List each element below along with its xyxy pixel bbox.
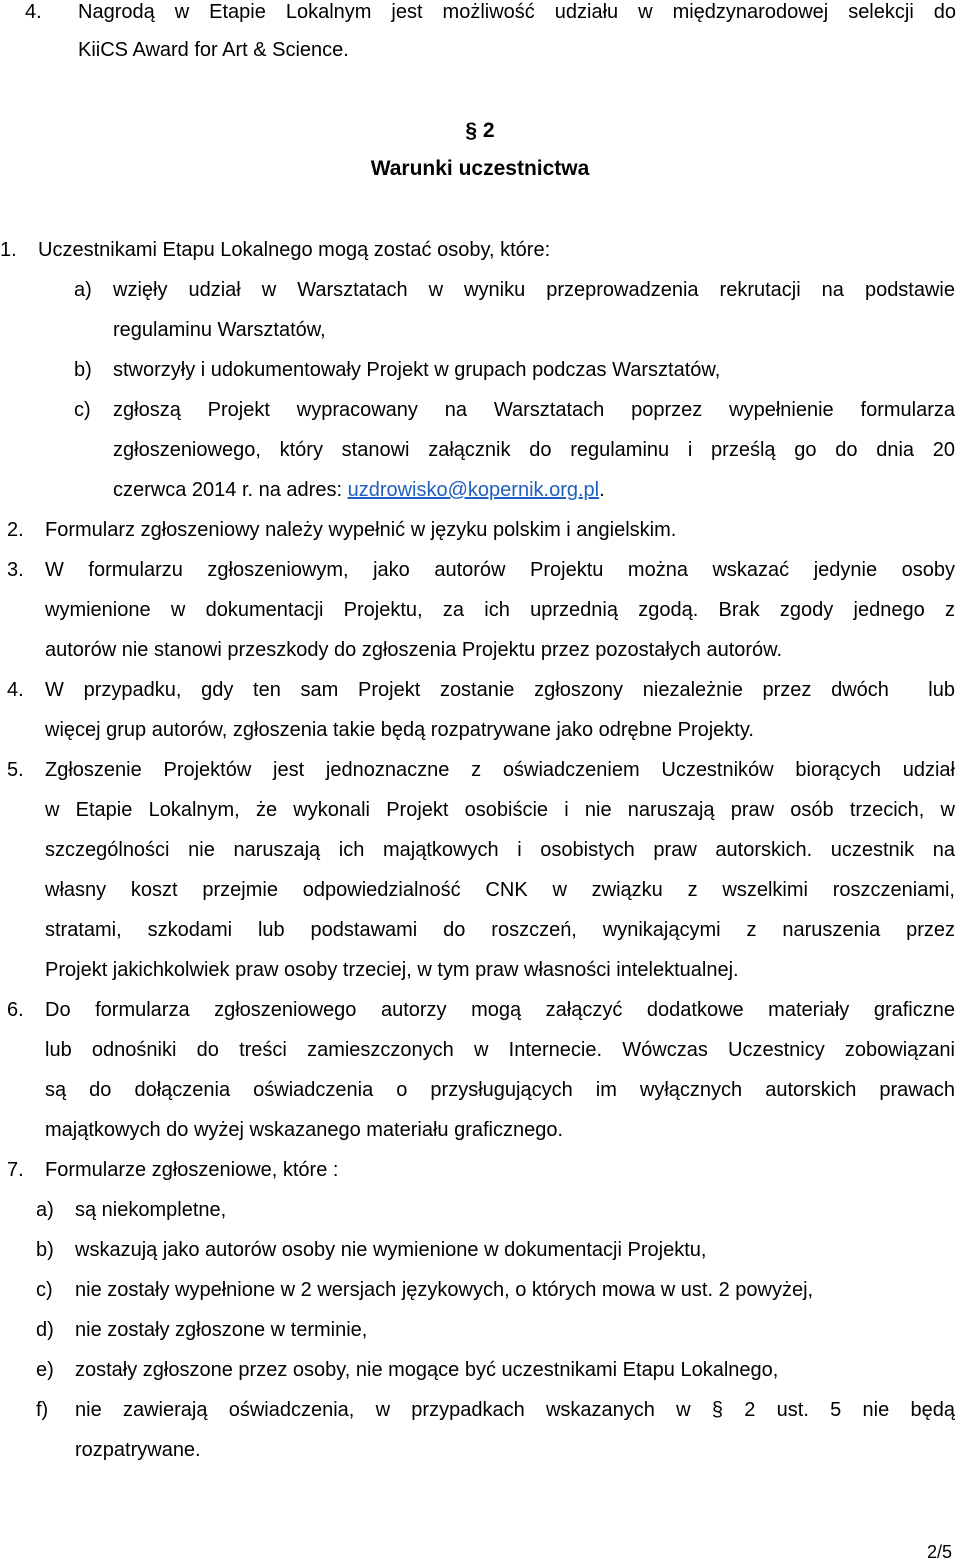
list-item-text: czerwca 2014 r. na adres: bbox=[113, 479, 348, 501]
list-item-line: rozpatrywane. bbox=[75, 1439, 201, 1461]
paragraph-line: Uczestnikami Etapu Lokalnego mogą zostać osoby, które: bbox=[38, 239, 551, 261]
list-label: c) bbox=[74, 399, 91, 421]
paragraph-line: lub odnośniki do treści zamieszczonych w Internecie. Wówczas Uczestnicy zobowiązani bbox=[45, 1039, 955, 1061]
item-number: 4. bbox=[25, 1, 42, 23]
list-item-line: zgłoszą Projekt wypracowany na Warsztatach poprzez wypełnienie formularza bbox=[113, 399, 955, 421]
paragraph-line: wymienione w dokumentacji Projektu, za ich uprzednią zgodą. Brak zgody jednego z bbox=[45, 599, 955, 621]
paragraph-line: są do dołączenia oświadczenia o przysługujących im wyłącznych autorskich prawach bbox=[45, 1079, 955, 1101]
paragraph-line: szczególności nie naruszają ich majątkowych i osobistych praw autorskich. uczestnik na bbox=[45, 839, 955, 861]
paragraph-line: więcej grup autorów, zgłoszenia takie będą rozpatrywane jako odrębne Projekty. bbox=[45, 719, 754, 741]
list-label: a) bbox=[74, 279, 92, 301]
item-number: 3. bbox=[7, 559, 24, 581]
paragraph-line: KiiCS Award for Art & Science. bbox=[78, 39, 349, 61]
paragraph-line: W formularzu zgłoszeniowym, jako autorów Projektu można wskazać jedynie osoby bbox=[45, 559, 955, 581]
paragraph-line: Formularze zgłoszeniowe, które : bbox=[45, 1159, 339, 1181]
paragraph-line: majątkowych do wyżej wskazanego materiału graficznego. bbox=[45, 1119, 564, 1141]
item-number: 4. bbox=[7, 679, 24, 701]
list-label: a) bbox=[36, 1199, 54, 1221]
list-label: b) bbox=[74, 359, 92, 381]
list-item-line: nie zostały zgłoszone w terminie, bbox=[75, 1319, 368, 1341]
email-link[interactable]: uzdrowisko@kopernik.org.pl bbox=[347, 479, 600, 501]
list-item-line: wskazują jako autorów osoby nie wymienione w dokumentacji Projektu, bbox=[75, 1239, 707, 1261]
list-item-line: nie zostały wypełnione w 2 wersjach językowych, o których mowa w ust. 2 powyżej, bbox=[75, 1279, 814, 1301]
list-item-line: są niekompletne, bbox=[75, 1199, 227, 1221]
list-item-line: regulaminu Warsztatów, bbox=[113, 319, 326, 341]
item-number: 5. bbox=[7, 759, 24, 781]
list-item-line: zgłoszeniowego, który stanowi załącznik do regulaminu i prześlą go do dnia 20 bbox=[113, 439, 955, 461]
page-number: 2/5 bbox=[926, 1542, 952, 1562]
list-item-line: wzięły udział w Warsztatach w wyniku przeprowadzenia rekrutacji na podstawie bbox=[113, 279, 955, 301]
section-title: Warunki uczestnictwa bbox=[370, 157, 590, 180]
paragraph-line: Projekt jakichkolwiek praw osoby trzeciej, w tym praw własności intelektualnej. bbox=[45, 959, 739, 981]
list-label: e) bbox=[36, 1359, 54, 1381]
list-label: c) bbox=[36, 1279, 53, 1301]
paragraph-line: W przypadku, gdy ten sam Projekt zostanie zgłoszony niezależnie przez dwóch lub bbox=[45, 679, 955, 701]
item-number: 7. bbox=[7, 1159, 24, 1181]
paragraph-line: Zgłoszenie Projektów jest jednoznaczne z oświadczeniem Uczestników biorących udział bbox=[45, 759, 955, 781]
paragraph-line: stratami, szkodami lub podstawami do roszczeń, wynikającymi z naruszenia przez bbox=[45, 919, 955, 941]
list-item-line: stworzyły i udokumentowały Projekt w grupach podczas Warsztatów, bbox=[113, 359, 721, 381]
paragraph-line: Formularz zgłoszeniowy należy wypełnić w języku polskim i angielskim. bbox=[45, 519, 677, 541]
list-item-line: zostały zgłoszone przez osoby, nie mogące być uczestnikami Etapu Lokalnego, bbox=[75, 1359, 779, 1381]
item-number: 6. bbox=[7, 999, 24, 1021]
list-item-line bbox=[113, 478, 605, 502]
paragraph-line: Do formularza zgłoszeniowego autorzy mogą załączyć dodatkowe materiały graficzne bbox=[45, 999, 955, 1021]
list-label: f) bbox=[36, 1399, 49, 1421]
section-symbol: § 2 bbox=[465, 119, 495, 142]
list-label: b) bbox=[36, 1239, 54, 1261]
paragraph-line: w Etapie Lokalnym, że wykonali Projekt osobiście i nie naruszają praw osób trzecich, w bbox=[45, 799, 955, 821]
paragraph-line: autorów nie stanowi przeszkody do zgłoszenia Projektu przez pozostałych autorów. bbox=[45, 639, 783, 661]
list-item-line: nie zawierają oświadczenia, w przypadkach wskazanych w § 2 ust. 5 nie będą bbox=[75, 1399, 955, 1421]
paragraph-line: Nagrodą w Etapie Lokalnym jest możliwość udziału w międzynarodowej selekcji do bbox=[78, 1, 956, 23]
list-item-text: . bbox=[599, 479, 605, 501]
paragraph-line: własny koszt przejmie odpowiedzialność CNK w związku z wszelkimi roszczeniami, bbox=[45, 879, 955, 901]
item-number: 1. bbox=[0, 239, 17, 261]
list-label: d) bbox=[36, 1319, 54, 1341]
item-number: 2. bbox=[7, 519, 24, 541]
